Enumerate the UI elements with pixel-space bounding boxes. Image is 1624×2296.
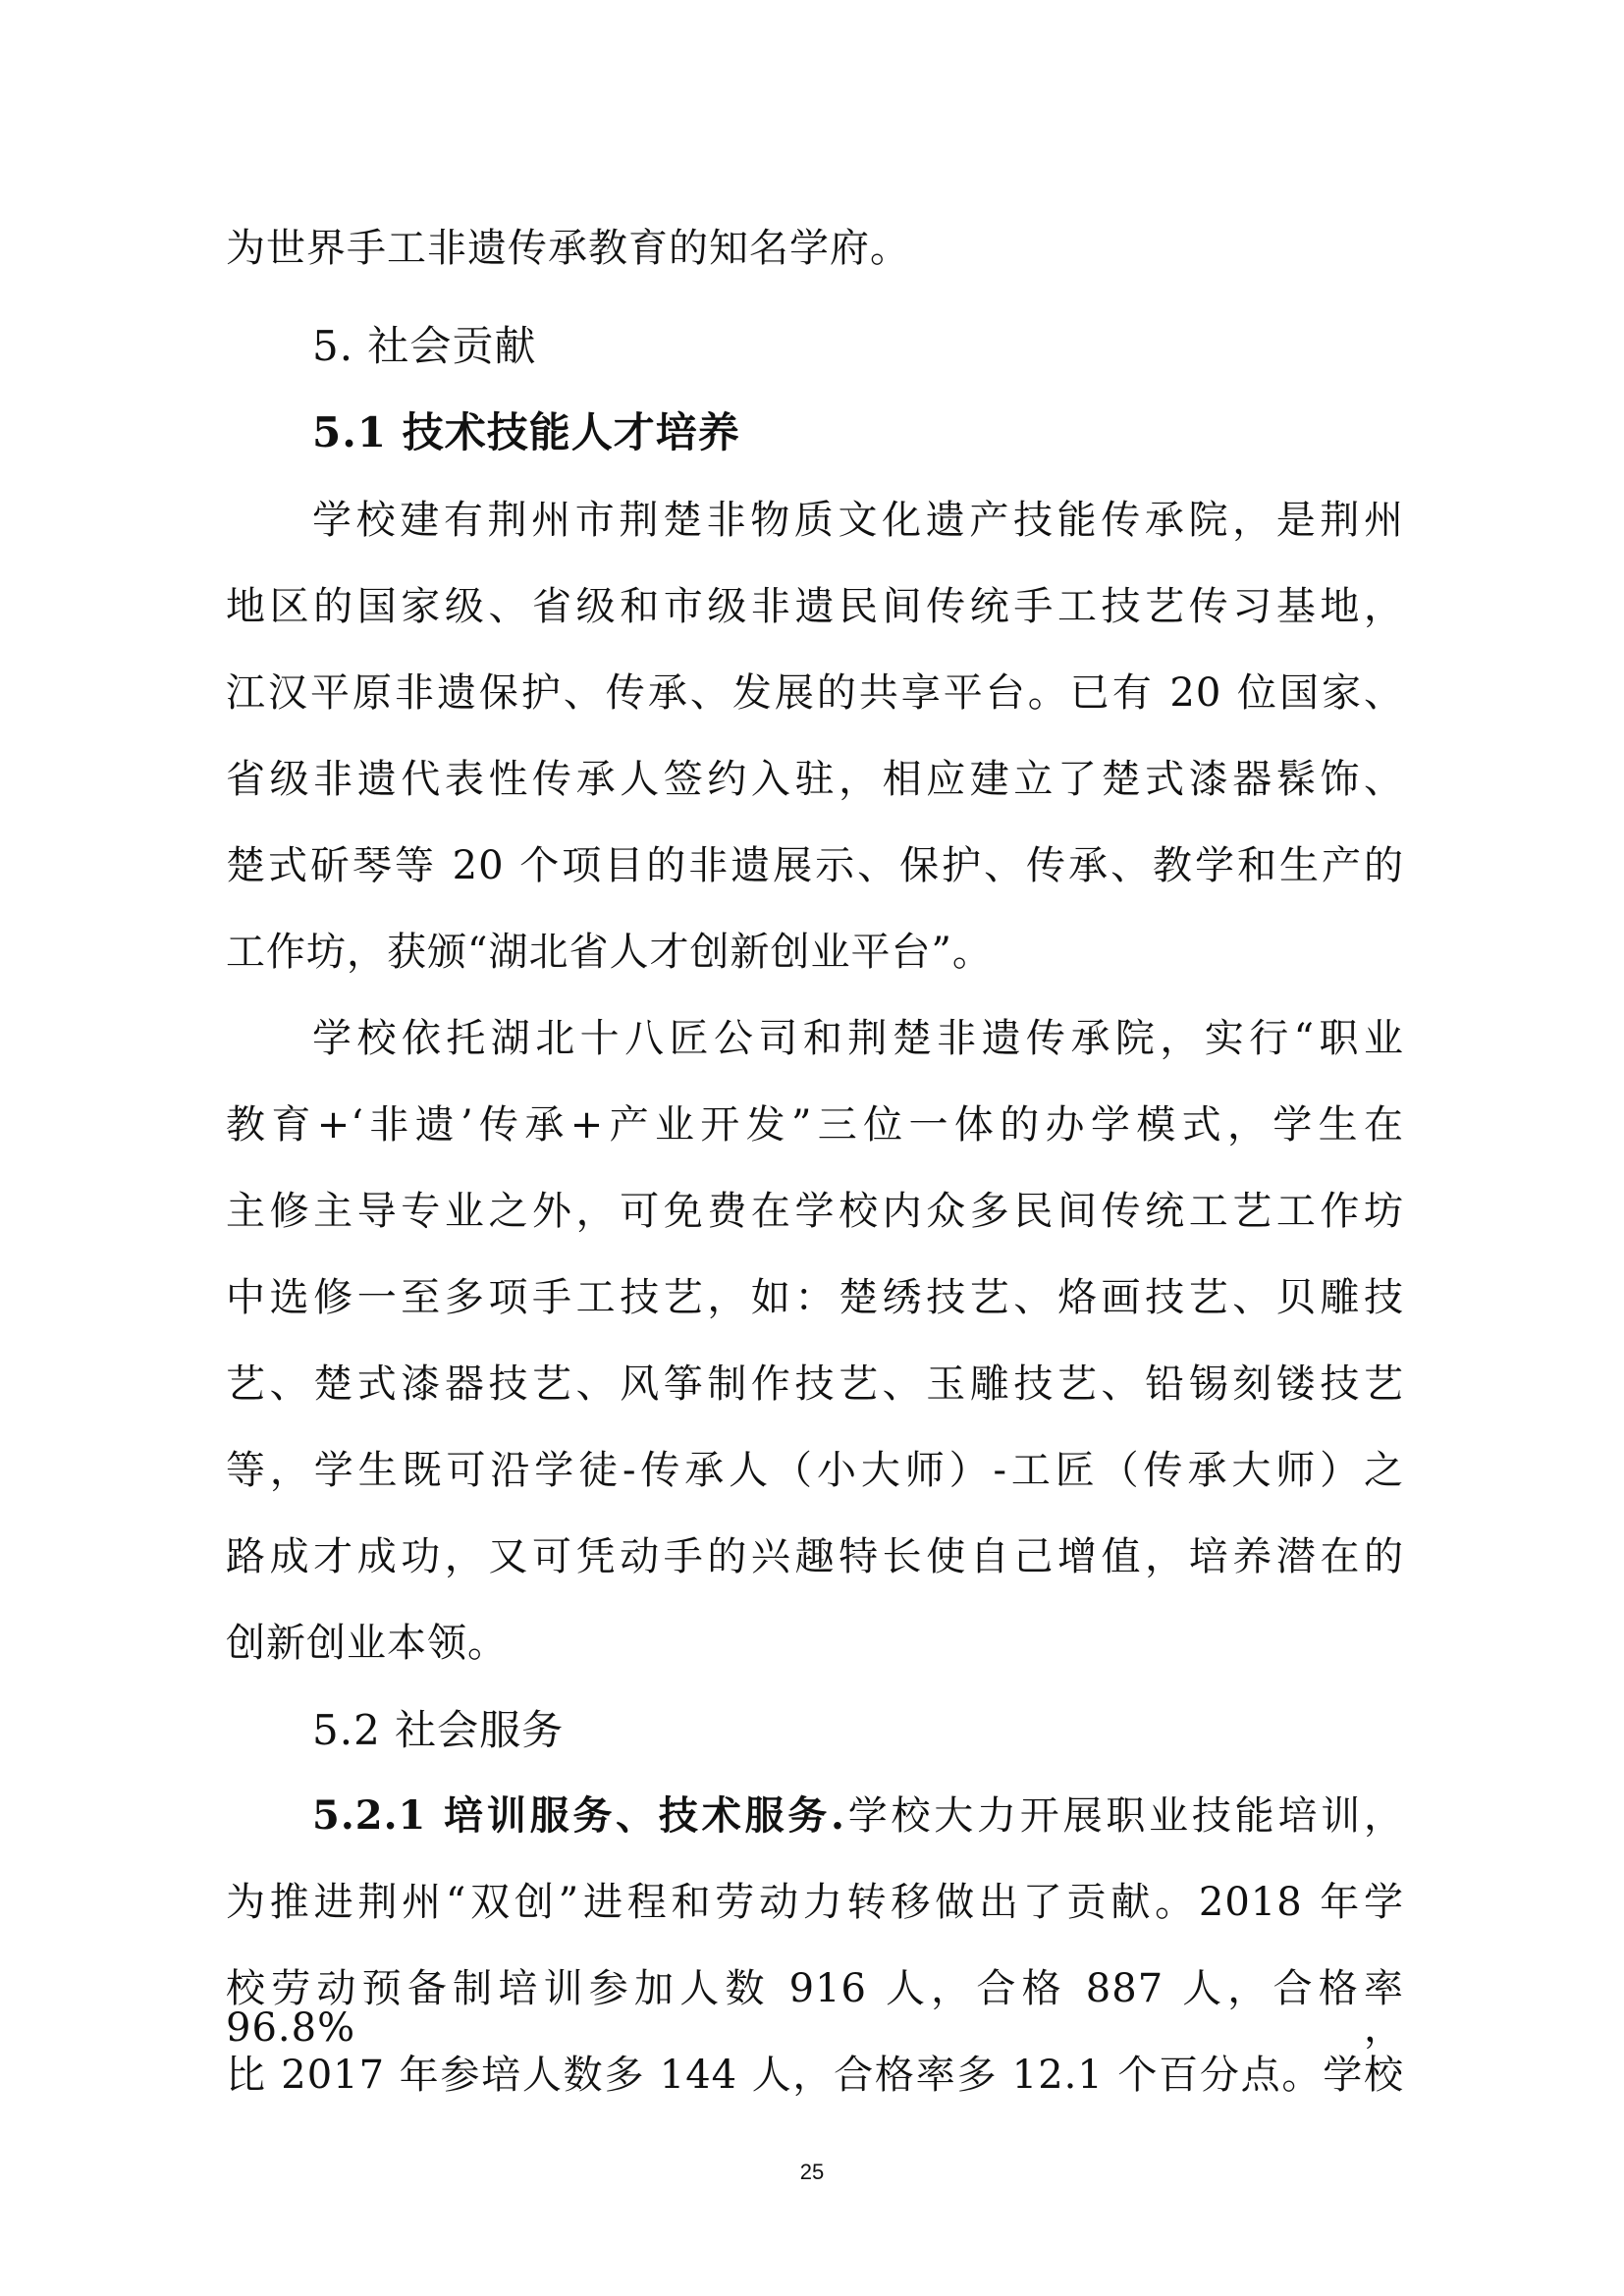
- paragraph-line: 创新创业本领。: [226, 1621, 508, 1666]
- paragraph-line: 为推进荆州“双创”进程和劳动力转移做出了贡献。2018 年学: [226, 1880, 1404, 1925]
- paragraph-line: 工作坊，获颁“湖北省人才创新创业平台”。: [226, 930, 993, 975]
- inline-heading: 5.2.1 培训服务、技术服务.: [312, 1792, 845, 1839]
- paragraph-line: 学校依托湖北十八匠公司和荆楚非遗传承院，实行“职业: [312, 1016, 1404, 1061]
- paragraph-line: 比 2017 年参培人数多 144 人，合格率多 12.1 个百分点。学校: [226, 2053, 1404, 2098]
- paragraph-line: 路成才成功，又可凭动手的兴趣特长使自己增值，培养潜在的: [226, 1534, 1404, 1579]
- paragraph-line: 江汉平原非遗保护、传承、发展的共享平台。已有 20 位国家、: [226, 670, 1404, 716]
- paragraph-line: 艺、楚式漆器技艺、风筝制作技艺、玉雕技艺、铅锡刻镂技艺: [226, 1362, 1404, 1407]
- section-heading: 5. 社会贡献: [312, 322, 537, 370]
- paragraph-line: 教育+‘非遗’传承+产业开发”三位一体的办学模式，学生在: [226, 1102, 1404, 1148]
- paragraph-line: 主修主导专业之外，可免费在学校内众多民间传统工艺工作坊: [226, 1189, 1404, 1234]
- paragraph-line: 学校建有荆州市荆楚非物质文化遗产技能传承院，是荆州: [312, 498, 1404, 543]
- paragraph-line: 楚式斫琴等 20 个项目的非遗展示、保护、传承、教学和生产的: [226, 843, 1404, 888]
- paragraph-line: 校劳动预备制培训参加人数 916 人，合格 887 人，合格率 96.8%，: [226, 1966, 1404, 2051]
- paragraph-line: 等，学生既可沿学徒-传承人（小大师）-工匠（传承大师）之: [226, 1448, 1404, 1493]
- paragraph-line: [312, 1792, 1404, 1839]
- page-number: 25: [799, 2160, 825, 2184]
- inline-text: 学校大力开展职业技能培训，: [844, 1793, 1404, 1839]
- paragraph-line: 地区的国家级、省级和市级非遗民间传统手工技艺传习基地，: [226, 584, 1404, 629]
- subsection-heading: 5.2 社会服务: [312, 1706, 565, 1754]
- paragraph-line: 省级非遗代表性传承人签约入驻，相应建立了楚式漆器髹饰、: [226, 757, 1404, 802]
- paragraph-line: 为世界手工非遗传承教育的知名学府。: [226, 226, 910, 271]
- paragraph-line: 中选修一至多项手工技艺，如：楚绣技艺、烙画技艺、贝雕技: [226, 1275, 1404, 1320]
- subsection-heading: 5.1 技术技能人才培养: [312, 408, 740, 456]
